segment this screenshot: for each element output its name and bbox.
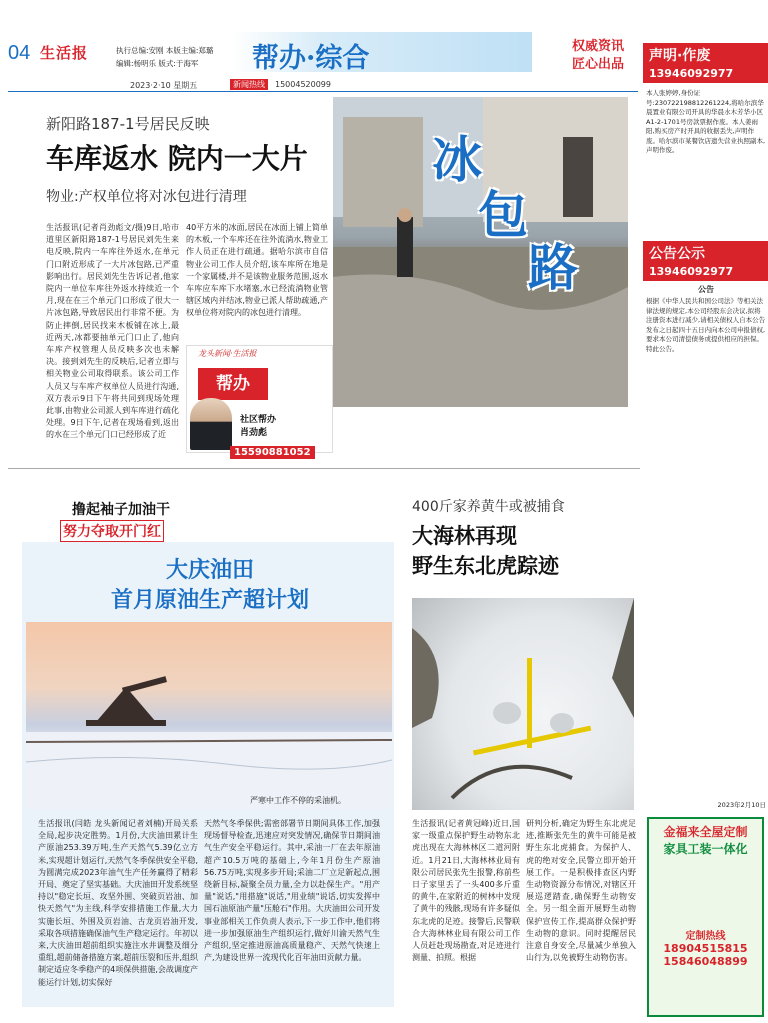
story2-tag-line-1: 撸起袖子加油干	[72, 502, 170, 518]
help-column-role	[240, 414, 276, 440]
announce-heading: 公告	[698, 285, 714, 294]
page-number: 04	[8, 42, 31, 64]
ad-phone-2: 15846048899	[663, 955, 748, 968]
story2-photo-caption: 严寒中工作不停的采油机。	[250, 796, 346, 805]
help-role-line-2: 肖劲彪	[240, 428, 268, 438]
notice-title: 声明·作废	[649, 48, 711, 64]
story1-big-char-2: 包	[478, 185, 528, 244]
tiger-track-scene	[412, 598, 634, 810]
ad-title-1: 金福来全屋定制	[663, 825, 748, 839]
story2-column-2: 天然气冬季保供;需密部署节日期间具体工作,加强现场督导检查,迅速应对突发情况,确保节日期间油气生产安全平稳运行。其中,采油一厂在去年原油超产10.5万吨的基础上,今年1月份生产原油56.75万吨,实现多步开局;采油二厂立足新起点,围绕新目标,凝聚全员力量,全力以赴保生产。"用产量"说话,"用措施"说话,"用业绩"说话,切实发挥中国石油原油产量"压舱石"作用。大庆油田公司开发事业部相关工作负责人表示,下一步工作中,他们将进一步加强原油生产组织运行,做好川渝天然气生产组织,坚定推进原油高质量稳产、天然气快速上产,为建设世界一流现代化百年油田贡献力量。	[204, 819, 380, 963]
story3-column-1: 生活报讯(记者黄冠峰)近日,国家一级重点保护野生动物东北虎出现在大海林林区二道河附近。1月21日,大海林林业局有限公司居民张先生报警,称前些日子家里丢了一头400多斤重的黄牛,在家附近的树林中发现了黄牛的残骸,现场有许多疑似东北虎的足迹。接警后,民警联合大海林林业局有限公司工作人员赶赴现场勘查,对足迹进行测量、拍照。根据	[412, 819, 520, 963]
ad-phone-1: 18904515815	[663, 942, 748, 955]
section-banner: 帮办·综合	[252, 43, 370, 74]
story1-column-1: 生活报讯(记者肖劲彪文/摄)9日,哈市道里区新阳路187-1号居民刘先生来电反映,院内一车库往外返水,在单元门口附近形成了一大片冰包路,已严重影响出行。居民刘先生告诉记者,他家院内一单位车库往外返水持续近一个月,现在在三个单元门口形成了很大一片冰包路,导致居民出行非常不便。为防止摔倒,居民找来木板铺在冰上,最近两天,冰都要抽单元门口止了,他向车库产权管理人员反映多次也未解决。接到刘先生的反映后,记者立即与相关物业公司取得联系。该公司工作人员又与车库产权单位人员进行沟通,双方表示9日下午将共同到现场处理此事,由物业公司派人到车库进行疏化处理。9日下午,记者在现场看到,返出的水在三个单元门口已经形成了近	[46, 223, 179, 440]
section-divider	[8, 468, 640, 469]
announce-title-bar: 公告公示	[649, 246, 705, 262]
announce-phone: 13946092977	[649, 265, 734, 278]
story2-tag-line-2: 努力夺取开门红	[60, 520, 164, 542]
story1-subtitle: 新阳路187-1号居民反映	[46, 115, 210, 133]
story2-title-line-1: 大庆油田	[165, 557, 254, 583]
oil-field-scene	[26, 622, 392, 809]
help-phone: 15590881052	[230, 446, 315, 459]
story3-subtitle: 400斤家养黄牛或被捕食	[412, 499, 565, 515]
paper-name: 生活报	[40, 44, 89, 62]
hotline-label: 新闻热线	[230, 79, 268, 90]
story1-big-char-1: 冰	[432, 130, 482, 189]
story2-photo	[26, 622, 392, 809]
story2-column-1: 生活报讯(闫皓 龙头新闻记者刘楠)开局关系全局,起步决定胜势。1月份,大庆油田累计生产原油253.39万吨,生产天然气5.39亿立方米,实现超计划运行,天然气冬季保供安全平稳,为圆满完成2023年油气生产任务赢得了精彩开局、奠定了坚实基础。大庆油田开发系统坚持以"稳定长垣、攻坚外围、突破页岩油、加快天然气"为主线,科学安排措施工作量,大力实施长垣、外围及页岩油、古龙页岩油开发,采取各项措施确保油气生产稳定运行。年初以来,大庆油田超前组织实施注水井调整及细分重组,超前储备措施方案,超前压裂和压井,组织制定适应冬季稳产的4项保供措施,会战调度产能运行计划,切实保好	[38, 819, 198, 987]
header-rule	[8, 91, 638, 92]
story3-title	[412, 521, 559, 581]
help-column-title: 帮办	[198, 368, 268, 400]
slogan	[572, 38, 624, 74]
notice-header	[643, 43, 768, 83]
dateline: 2023·2·10 星期五	[130, 81, 198, 90]
help-column-header: 龙头新闻·生活报	[198, 349, 257, 358]
story3-title-line-2: 野生东北虎踪迹	[412, 553, 559, 578]
slogan-line-2: 匠心出品	[572, 57, 625, 72]
classifieds-sidebar	[643, 35, 768, 1023]
staff-line-1: 执行总编:安刚 本版主编:郑璐	[116, 46, 214, 55]
ad-hotline-label: 定制热线	[685, 931, 726, 942]
staff-credits	[116, 44, 213, 70]
announce-body: 根据《中华人民共和国公司法》等相关法律法规的规定,本公司经股东会决议,拟将注册资本进行减少,请相关债权人自本公告发布之日起四十五日内向本公司申报债权,要求本公司清偿债务或提供相应的担保。特此公告。	[646, 297, 766, 353]
announce-date: 2023年2月10日	[717, 801, 766, 809]
story1-title: 车库返水 院内一大片	[46, 142, 308, 175]
story3-title-line-1: 大海林再现	[412, 523, 517, 548]
hotline-number: 15004520099	[275, 80, 331, 89]
notice-phone: 13946092977	[649, 67, 734, 80]
furniture-ad	[647, 817, 764, 1017]
story2-title-line-2: 首月原油生产超计划	[110, 587, 309, 613]
notice-body: 本人张婷婷,身份证号:230722198812261224,将哈尔滨华晨置业有限公司开具的华晨水木芳华小区A1-2-1701号房款票据作废。本人姜雨阳,购买房产时开具的收据丢失,声明作废。哈尔滨市某餐饮店遗失营业执照副本,声明作废。	[646, 89, 766, 154]
slogan-line-1: 权威资讯	[572, 39, 625, 54]
story1-kicker: 物业:产权单位将对冰包进行清理	[46, 189, 247, 205]
reporter-avatar	[190, 398, 232, 450]
story2-title	[60, 555, 360, 615]
story3-photo	[412, 598, 634, 810]
story3-column-2: 研判分析,确定为野生东北虎足迹,推断张先生的黄牛可能是被野生东北虎捕食。为保护人、虎的绝对安全,民警立即开始开展工作。一是积极排查区内野生动物资源分布情况,对辖区开展巡逻踏查,确保野生动物安全。另一组全面开展野生动物保护宣传工作,提高群众保护野生动物的意识。同时提醒居民注意自身安全,尽量减少单独入山行为,以免被野生动物伤害。	[526, 819, 636, 963]
help-role-line-1: 社区帮办	[240, 415, 277, 425]
staff-line-2: 编辑:杨明乐 版式:于海军	[116, 59, 199, 68]
story1-big-char-3: 路	[528, 238, 578, 297]
ad-title-2: 家具工装一体化	[663, 842, 748, 856]
announce-header	[643, 241, 768, 281]
story1-column-2: 40平方米的冰面,居民在冰面上铺上简单的木板,一个车库还在往外流淌水,物业工作人员正在进行疏通。据哈尔滨市自信物业公司工作人员介绍,该车库所在地是一个家属楼,并不是该物业服务范围,返水车库应车库下水堵塞,水已经流淌物业管辖区域内并结冰,物业已派人帮助疏通,产权单位将对院内的冰包进行清理。	[186, 223, 328, 318]
